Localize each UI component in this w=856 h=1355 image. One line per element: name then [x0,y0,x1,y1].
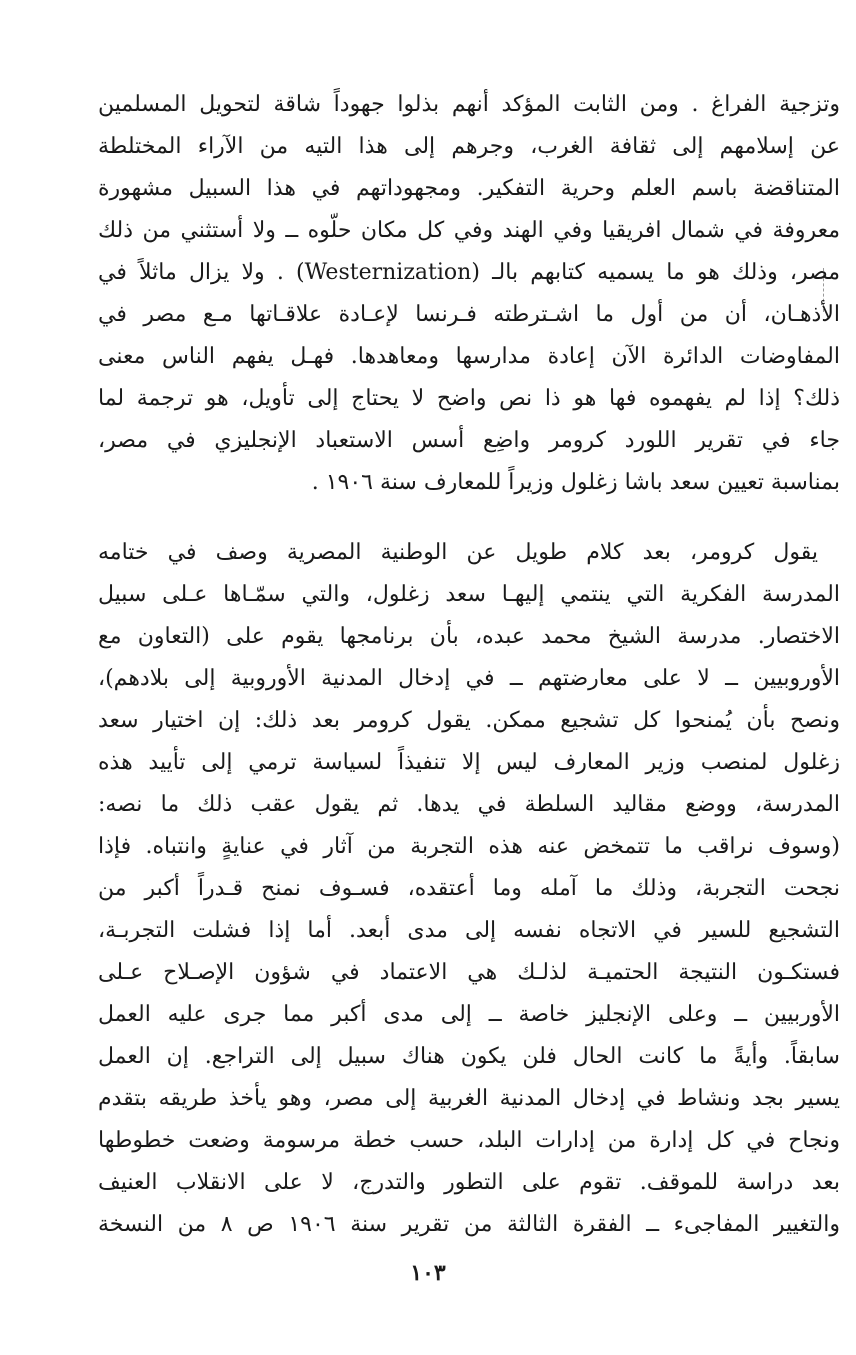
text-line: والتغيير المفاجىء ــ الفقرة الثالثة من تقرير سنة ١٩٠٦ ص ٨ من النسخة [98,1212,840,1237]
text-line: مصر، وذلك هو ما يسميه كتابهم بالـ (Westernization) . ولا يزال ماثلاً في [98,260,840,285]
text-line: وتزجية الفراغ . ومن الثابت المؤكد أنهم بذلوا جهوداً شاقة لتحويل المسلمين [98,92,840,117]
paragraph-1 [98,84,840,504]
text-line: الأوربيين ــ وعلى الإنجليز خاصة ــ إلى مدى أكبر مما جرى عليه العمل [98,1002,840,1027]
text-line: (وسوف نراقب ما تتمخض عنه هذه التجربة من آثار في عنايةٍ وانتباه. فإذا [98,834,840,859]
text-line: فستكـون النتيجة الحتميـة لذلـك هي الاعتماد في شؤون الإصـلاح عـلى [98,960,840,985]
text-line: المدرسة، ووضع مقاليد السلطة في يدها. ثم يقول عقب ذلك ما نصه: [98,792,840,817]
text-line: عن إسلامهم إلى ثقافة الغرب، وجرهم إلى هذا التيه من الآراء المختلطة [98,134,840,159]
page-number: ١٠٣ [410,1260,446,1286]
text-line: يسير بجد ونشاط في إدخال المدنية الغربية إلى مصر، وهو يأخذ طريقه بتقدم [98,1086,840,1111]
text-line: سابقاً. وأيةً ما كانت الحال فلن يكون هناك سبيل إلى التراجع. إن العمل [98,1044,840,1069]
text-line: التشجيع للسير في الاتجاه نفسه إلى مدى أبعد. أما إذا فشلت التجربـة، [98,918,840,943]
text-line: نجحت التجربة، وذلك ما آمله وما أعتقده، فسـوف نمنح قـدراً أكبر من [98,876,840,901]
text-line: ونجاح في كل إدارة من إدارات البلد، حسب خطة مرسومة وضعت خطوطها [98,1128,840,1153]
text-line: بعد دراسة للموقف. تقوم على التطور والتدرج، لا على الانقلاب العنيف [98,1170,840,1195]
text-line: ونصح بأن يُمنحوا كل تشجيع ممكن. يقول كرومر بعد ذلك: إن اختيار سعد [98,708,840,733]
text-line: الاختصار. مدرسة الشيخ محمد عبده، بأن برنامجها يقوم على (التعاون مع [98,624,840,649]
text-line: المدرسة الفكرية التي ينتمي إليهـا سعد زغلول، والتي سمّـاها عـلى سبيل [98,582,840,607]
text-line: المتناقضة باسم العلم وحرية التفكير. ومجهوداتهم في هذا السبيل مشهورة [98,176,840,201]
paragraph-2 [98,532,840,1246]
text-line: معروفة في شمال افريقيا وفي الهند وفي كل مكان حلّوه ــ ولا أستثني من ذلك [98,218,840,243]
text-line: جاء في تقرير اللورد كرومر واضِع أسس الاستعباد الإنجليزي في مصر، [98,428,840,453]
text-line: ذلك؟ إذا لم يفهموه فها هو ذا نص واضح لا يحتاج إلى تأويل، هو ترجمة لما [98,386,840,411]
text-line: زغلول لمنصب وزير المعارف ليس إلا تنفيذاً لسياسة ترمي إلى تأييد هذه [98,750,840,775]
text-line: بمناسبة تعيين سعد باشا زغلول وزيراً للمعارف سنة ١٩٠٦ . [311,470,840,495]
text-line: يقول كرومر، بعد كلام طويل عن الوطنية المصرية وصف في ختامه [98,540,818,565]
text-line: المفاوضات الدائرة الآن إعادة مدارسها ومعاهدها. فهـل يفهم الناس معنى [98,344,840,369]
text-line: الأوروبيين ــ لا على معارضتهم ــ في إدخال المدنية الأوروبية إلى بلادهم)، [98,666,840,691]
text-line: الأذهـان، أن من أول ما اشـترطته فـرنسا لإعـادة علاقـاتها مـع مصر في [98,302,840,327]
